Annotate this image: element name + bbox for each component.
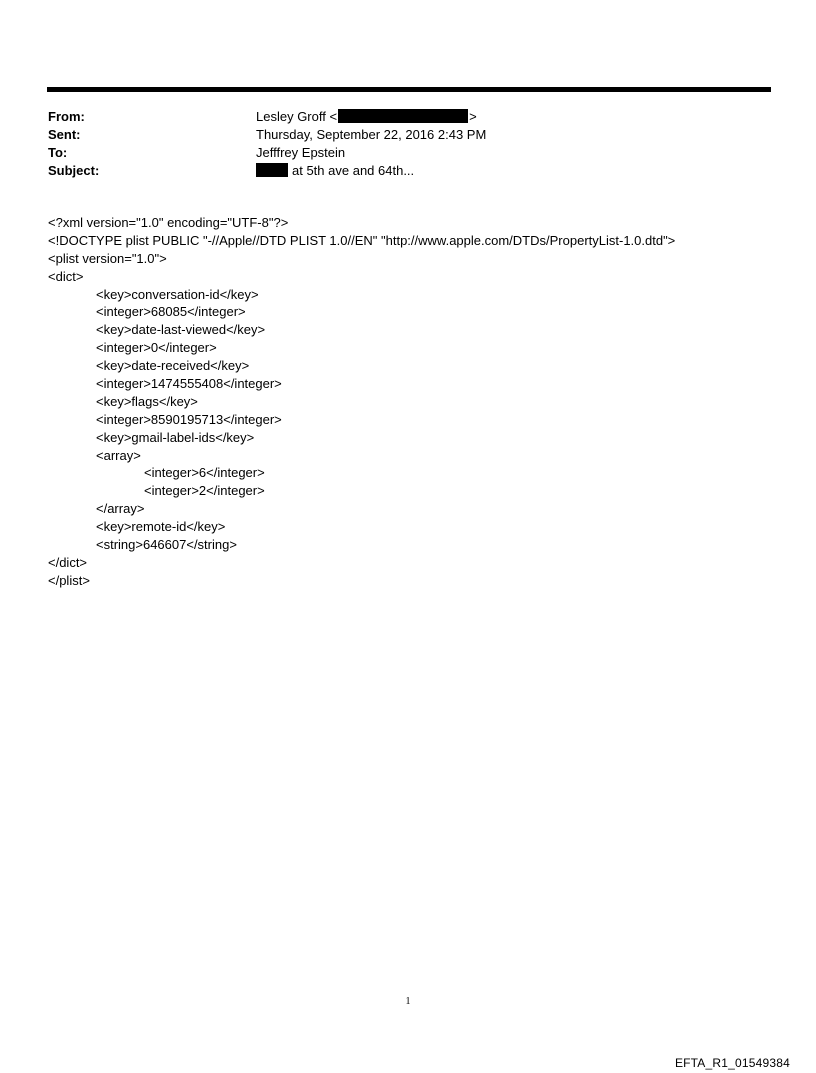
body-line: <key>flags</key>: [96, 393, 198, 409]
body-line: <dict>: [48, 268, 84, 284]
subject-value-wrap: [256, 162, 414, 180]
from-value: [256, 108, 477, 126]
header-divider: [47, 87, 771, 92]
body-line: <!DOCTYPE plist PUBLIC "-//Apple//DTD PLIST 1.0//EN" "http://www.apple.com/DTDs/PropertyList-1.0.dtd">: [48, 232, 676, 248]
document-id: EFTA_R1_01549384: [674, 1056, 790, 1070]
to-row: [48, 144, 768, 162]
email-header: [48, 108, 768, 180]
from-name: Lesley Groff <: [256, 109, 338, 124]
sent-row: [48, 126, 768, 144]
from-close: >: [469, 109, 477, 124]
subject-row: [48, 162, 768, 180]
body-line: <integer>2</integer>: [144, 483, 265, 499]
subject-label: Subject:: [48, 163, 100, 178]
body-line: <string>646607</string>: [96, 537, 237, 553]
body-line: </plist>: [48, 572, 90, 588]
sent-value: Thursday, September 22, 2016 2:43 PM: [256, 127, 487, 142]
body-line: <integer>8590195713</integer>: [96, 411, 282, 427]
body-line: <plist version="1.0">: [48, 250, 167, 266]
from-row: [48, 108, 768, 126]
body-line: <integer>1474555408</integer>: [96, 376, 282, 392]
body-line: <key>date-received</key>: [96, 358, 250, 374]
body-line: <key>date-last-viewed</key>: [96, 322, 266, 338]
email-body: [48, 214, 768, 590]
sent-label: Sent:: [48, 127, 81, 142]
redacted-subject-block: [256, 163, 288, 177]
body-line: <integer>6</integer>: [144, 465, 265, 481]
redacted-email-block: [338, 109, 468, 123]
body-line: </array>: [96, 501, 145, 517]
page-number: 1: [405, 996, 411, 1007]
subject-value: at 5th ave and 64th...: [292, 163, 415, 178]
body-line: <key>conversation-id</key>: [96, 286, 259, 302]
body-line: <array>: [96, 447, 141, 463]
from-label: From:: [48, 109, 85, 124]
to-value: Jefffrey Epstein: [256, 145, 346, 160]
body-line: <integer>0</integer>: [96, 340, 217, 356]
body-line: </dict>: [48, 554, 88, 570]
body-line: <integer>68085</integer>: [96, 304, 246, 320]
body-line: <key>remote-id</key>: [96, 519, 226, 535]
body-line: <?xml version="1.0" encoding="UTF-8"?>: [48, 215, 289, 230]
to-label: To:: [48, 145, 68, 160]
body-line: <key>gmail-label-ids</key>: [96, 429, 255, 445]
